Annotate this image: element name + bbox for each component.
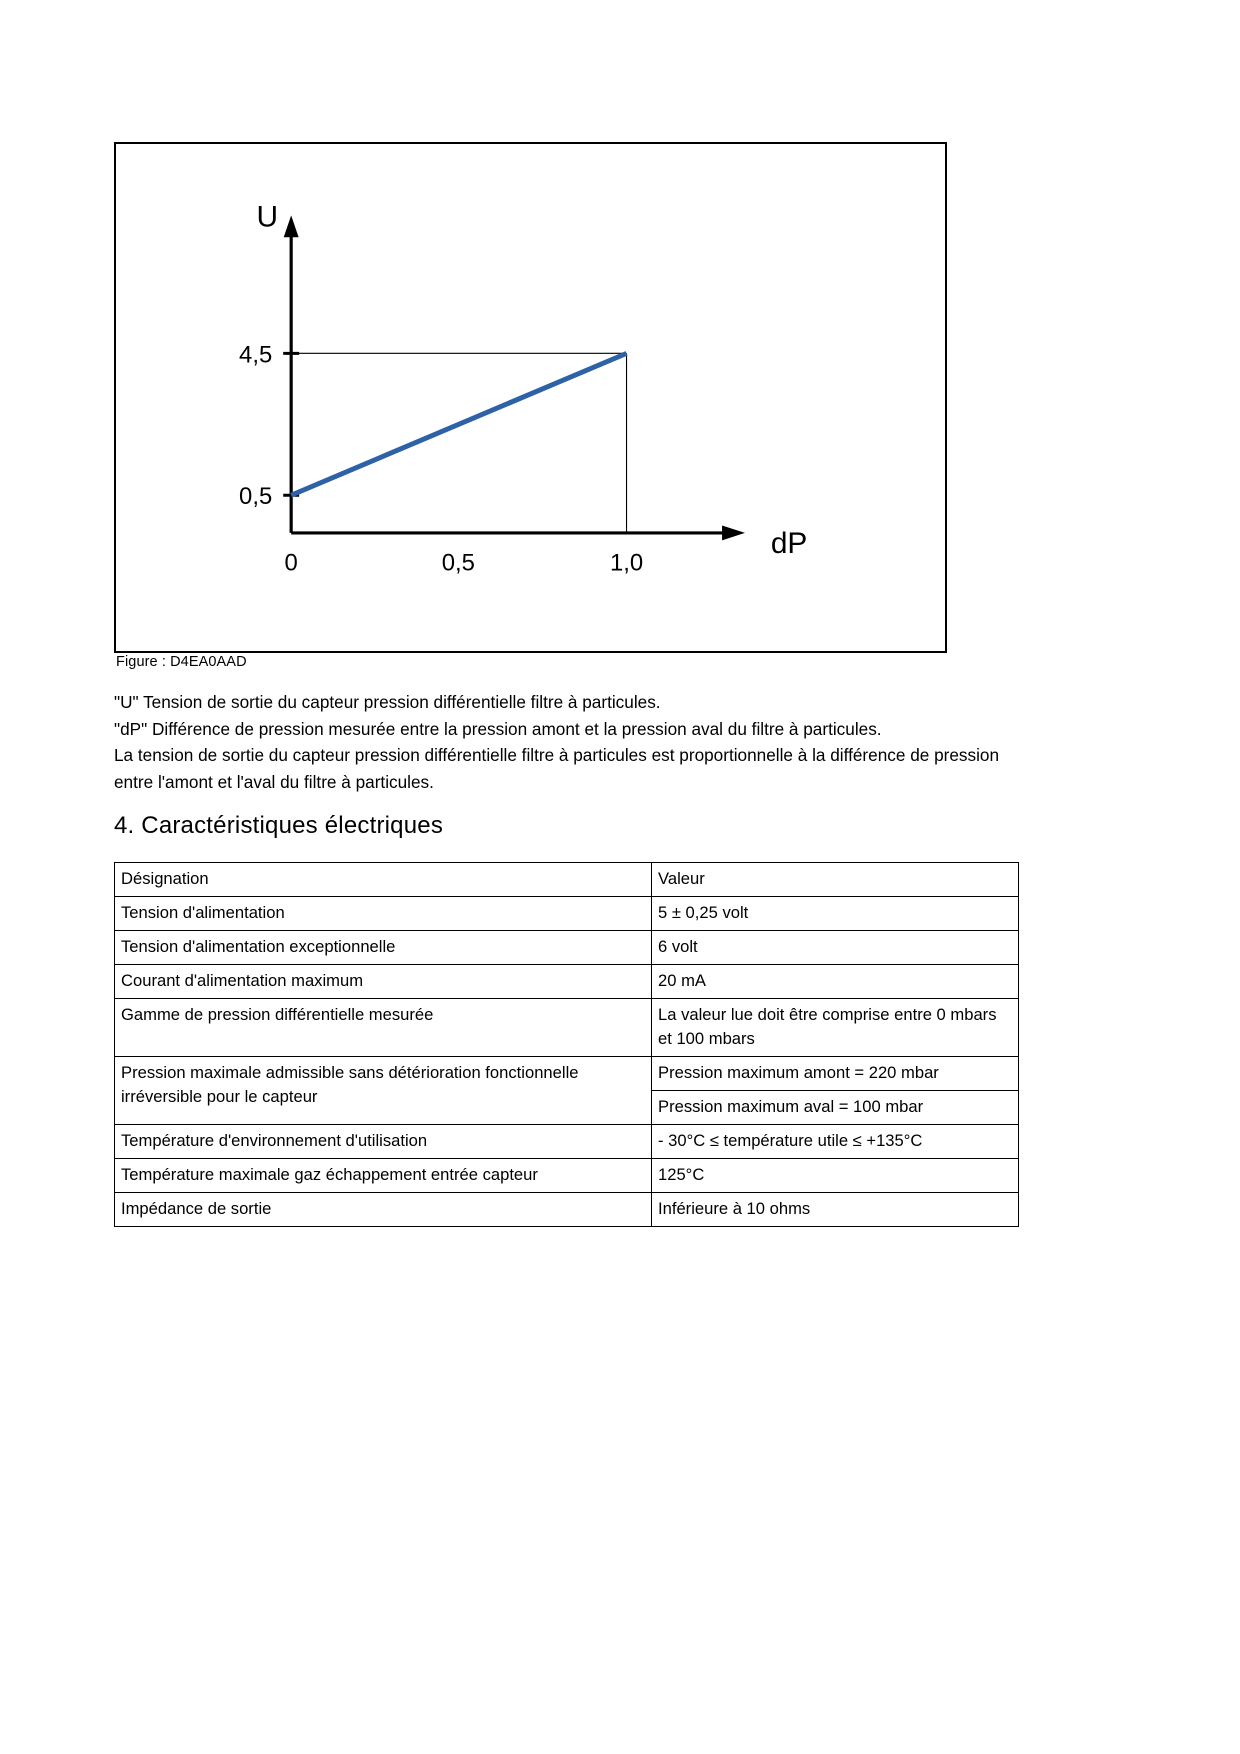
electrical-characteristics-table-wrapper [114,862,997,1227]
y-tick-label-4-5: 4,5 [239,341,273,369]
table-row [115,897,1019,931]
row-label-gamme-pression: Gamme de pression différentielle mesurée [115,999,652,1057]
row-value-tension-exceptionnelle: 6 volt [652,931,1019,965]
figure-chart-container [114,142,947,653]
table-row [115,931,1019,965]
description-paragraphs [114,689,1004,795]
electrical-characteristics-table [114,862,1019,1227]
paragraph-dp-definition: "dP" Différence de pression mesurée entre la pression amont et la pression aval du filtre à particules. [114,718,882,739]
y-tick-label-0-5: 0,5 [239,483,273,511]
row-label-tension-exceptionnelle: Tension d'alimentation exceptionnelle [115,931,652,965]
row-value-impedance-sortie: Inférieure à 10 ohms [652,1193,1019,1227]
table-row [115,1057,1019,1091]
y-axis-arrowhead [284,215,299,237]
voltage-vs-pressure-chart [116,144,945,651]
table-header-valeur: Valeur [652,863,1019,897]
data-series-line [291,353,626,495]
row-value-gamme-pression: La valeur lue doit être comprise entre 0 mbars et 100 mbars [652,999,1019,1057]
figure-caption: Figure : D4EA0AAD [116,654,247,670]
x-tick-label-0: 0 [284,549,298,577]
paragraph-proportionality: La tension de sortie du capteur pression différentielle filtre à particules est proportionnelle à la différence de pression entre l'amont et l'aval du filtre à particules. [114,745,1000,792]
row-value-pression-max-aval: Pression maximum aval = 100 mbar [652,1091,1019,1125]
x-axis-arrowhead [722,525,745,540]
table-header-row [115,863,1019,897]
row-label-tension-alimentation: Tension d'alimentation [115,897,652,931]
table-row [115,1159,1019,1193]
paragraph-u-definition: "U" Tension de sortie du capteur pression différentielle filtre à particules. [114,692,661,712]
table-header-designation: Désignation [115,863,652,897]
row-value-temperature-environnement: - 30°C ≤ température utile ≤ +135°C [652,1125,1019,1159]
x-tick-label-1-0: 1,0 [609,549,644,577]
table-row [115,1125,1019,1159]
row-value-temperature-gaz: 125°C [652,1159,1019,1193]
row-label-impedance-sortie: Impédance de sortie [115,1193,652,1227]
row-label-temperature-gaz: Température maximale gaz échappement entrée capteur [115,1159,652,1193]
page-title: 4. Caractéristiques électriques [114,812,444,839]
row-value-courant-maximum: 20 mA [652,965,1019,999]
x-tick-label-0-5: 0,5 [441,549,475,577]
row-label-courant-maximum: Courant d'alimentation maximum [115,965,652,999]
table-row [115,965,1019,999]
x-axis-label: dP [770,526,808,560]
row-value-tension-alimentation: 5 ± 0,25 volt [652,897,1019,931]
y-axis-label: U [256,200,279,234]
table-row [115,1193,1019,1227]
row-label-temperature-environnement: Température d'environnement d'utilisation [115,1125,652,1159]
row-label-pression-maximale-admissible: Pression maximale admissible sans détérioration fonctionnelle irréversible pour le capteur [115,1057,652,1125]
row-value-pression-max-amont: Pression maximum amont = 220 mbar [652,1057,1019,1091]
table-row [115,999,1019,1057]
